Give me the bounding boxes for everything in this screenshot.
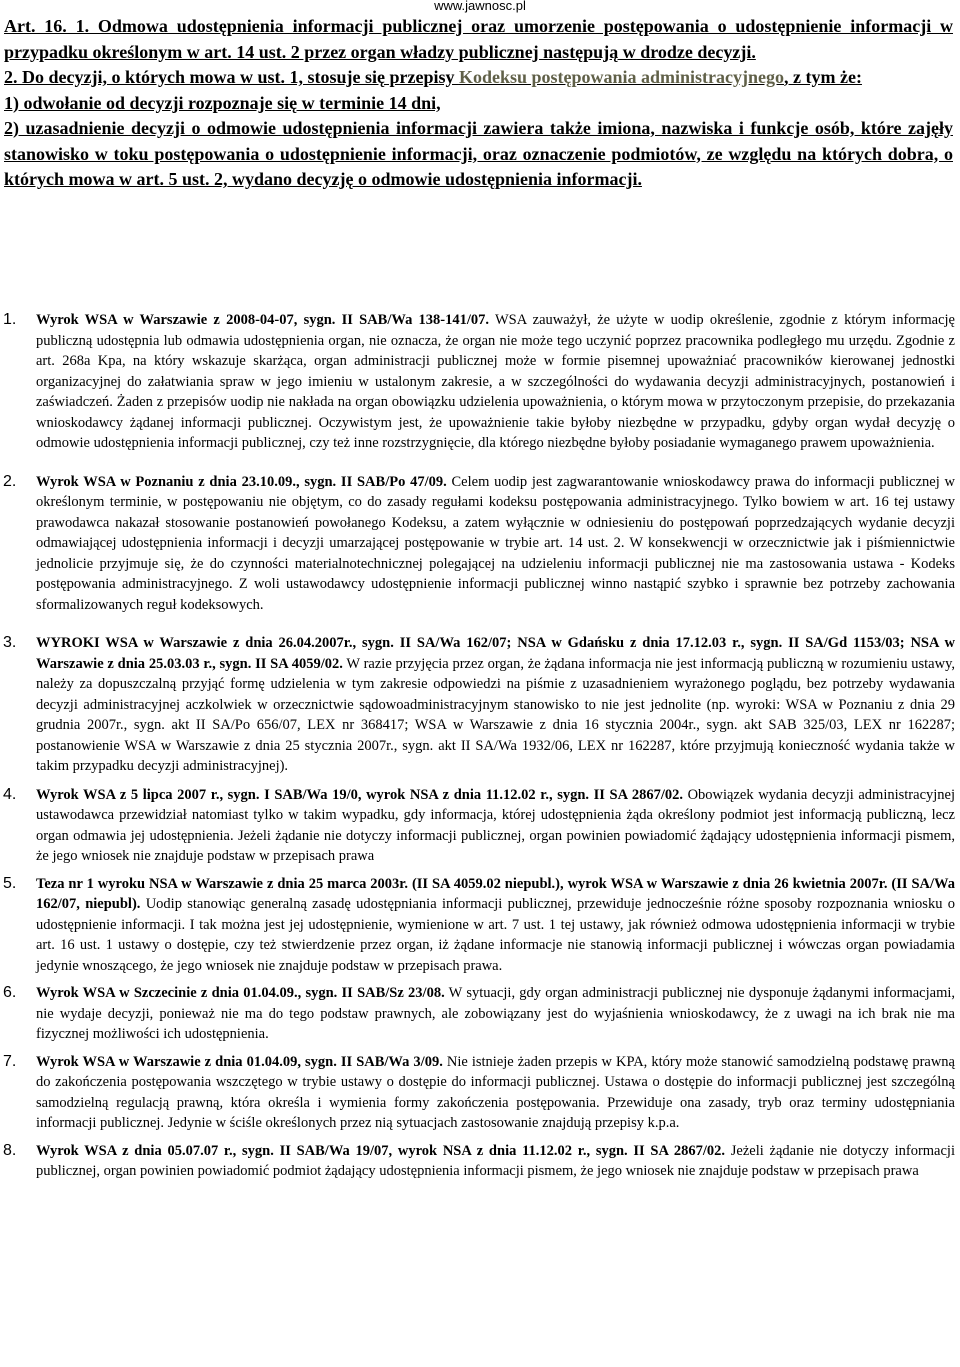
ruling-body: Uodip stanowiąc generalną zasadę udostępniania informacji publicznej, przewiduje jednocześnie różne sposoby rozpoznania wniosku o udostępnienie informacji. I tak można jest jej udostępnienie, wymienione w art. 7 ust. 1 tej ustawy, jak również odmowa udostępnienia informacji w trybie art. 16 ust. 1 ustawy o dostępie, czy też stwierdzenie przez organ, iż żądane informacje nie stanowią informacji publicznej i wówczas organ powiadamia jedynie wnoszącego, że jego wniosek nie znajduje podstaw w przepisach prawa. <box>36 896 955 974</box>
ruling-body: Nie istnieje żaden przepis w KPA, który może stanowić samodzielną podstawę prawną do zakończenia postępowania wszczętego w trybie ustawy o dostępie do informacji publicznej. Ustawa o dostępie do informacji publicznej jest szczególną samodzielną regulacją prawną, która określa i wymienia formy zakończenia postępowania. Przewiduje ona zasady, tryb oraz terminy udostępniania informacji publicznej. Jedynie w ściśle określonych przez nią sytuacjach zastosowanie znajdują przepisy k.p.a. <box>36 1053 955 1131</box>
ruling-number: 5. <box>3 874 17 892</box>
ruling-number: 8. <box>3 1141 17 1159</box>
ruling-heading: Wyrok WSA w Warszawie z dnia 01.04.09, sygn. II SAB/Wa 3/09. <box>36 1053 443 1070</box>
ruling-item-5 <box>3 874 955 977</box>
ruling-body: Jeżeli żądanie nie dotyczy informacji publicznej, organ powinien powiadomić podmiot żądający udostępnienia informacji pismem, że jego wniosek nie znajduje podstaw w przepisach prawa <box>36 1142 955 1179</box>
article-point-1: 1) odwołanie od decyzji rozpoznaje się w terminie 14 dni, <box>4 92 441 113</box>
ruling-number: 7. <box>3 1052 17 1070</box>
ruling-body: Celem uodip jest zagwarantowanie wnioskodawcy prawa do informacji publicznej w określonym terminie, w postępowaniu nie objętym, co do zasady regułami kodeksu postępowania administracyjnego. Tylko bowiem w art. 16 tej ustawy prawodawca nakazał stosowanie postanowień powołanego Kodeksu, a zatem wyłącznie w odniesieniu do postępowań poprzedzających wydanie decyzji odmawiającej udostępnienia informacji i decyzji umarzającej postępowanie w trybie art. 14 ust. 2. W konsekwencji w orzecznictwie jak i piśmiennictwie jednolicie przyjmuje się, że do czynności materialnotechnicznej polegającej na udzieleniu informacji publicznej nie ma zastosowania ustawa - Kodeks postępowania administracyjnego. Z woli ustawodawcy udostępnienie informacji publicznej winno nastąpić szybko i sprawnie bez potrzeby zachowania sformalizowanych reguł kodeksowych. <box>36 473 955 613</box>
article-16 <box>4 14 953 193</box>
ruling-number: 6. <box>3 984 17 1001</box>
ruling-item-8 <box>3 1141 955 1182</box>
ruling-number: 3. <box>3 634 17 651</box>
ruling-heading: Wyrok WSA w Warszawie z 2008-04-07, sygn. II SAB/Wa 138-141/07. <box>36 312 490 328</box>
ruling-body: Obowiązek wydania decyzji administracyjnej ustawodawca przewidział natomiast tylko w takim wypadku, gdy informacja, której udostępnienia żąda określony podmiot jest informacją publiczną, lecz organ odmawia jej udostępnienia. Jeżeli żądanie nie dotyczy informacji publicznej, organ powinien powiadomić żądający udostępnienia informacji pismem, że jego wniosek nie znajduje podstaw w przepisach prawa <box>36 786 955 864</box>
ruling-item-7 <box>3 1052 955 1134</box>
article-paragraph-2-suffix: , z tym że: <box>784 67 862 87</box>
article-paragraph-1: Art. 16. 1. Odmowa udostępnienia informacji publicznej oraz umorzenie postępowania o udostępnienie informacji w przypadku określonym w art. 14 ust. 2 przez organ władzy publicznej następują w drodze decyzji. <box>4 16 953 62</box>
ruling-item-2 <box>3 472 955 616</box>
ruling-item-1 <box>3 310 955 454</box>
site-header[interactable]: www.jawnosc.pl <box>434 0 526 13</box>
ruling-body: WSA zauważył, że użyte w uodip określenie, zgodnie z którym informację publiczną udostępnia lub odmawia udostępnienia organ, nie oznacza, że organ nie może tego uczynić poprzez pracownika podległego mu urzędu. Zgodnie z art. 268a Kpa, na który wskazuje skarżąca, organ administracji publicznej może w formie pisemnej upoważniać pracowników kierowanej jednostki organizacyjnej do załatwiania spraw w jego imieniu w ustalonym zakresie, a w szczególności do wydawania decyzji administracyjnych, postanowień i zaświadczeń. Żaden z przepisów uodip nie nakłada na organ obowiązku udzielenia upoważnienia, o którym mowa w przytoczonym przepisie, do przekazania wnioskodawcy żądanej informacji publicznej. Oczywistym jest, że upoważnienie takie byłoby niezbędne w przypadku, gdyby organ wydał decyzję o odmowie udostępnienia informacji publicznej, czy też inne rozstrzygnięcie, dla którego niezbędne byłoby posiadanie wymaganego prawem upoważnienia. <box>36 312 955 451</box>
ruling-heading: Wyrok WSA w Poznaniu z dnia 23.10.09., sygn. II SAB/Po 47/09. <box>36 473 447 490</box>
ruling-heading: Wyrok WSA w Szczecinie z dnia 01.04.09., sygn. II SAB/Sz 23/08. <box>36 985 445 1001</box>
kpa-link[interactable]: Kodeksu postępowania administracyjnego <box>458 67 785 87</box>
ruling-heading: Wyrok WSA z dnia 05.07.07 r., sygn. II SAB/Wa 19/07, wyrok NSA z dnia 11.12.02 r., sygn. II SA 2867/02. <box>36 1142 726 1159</box>
article-paragraph-2 <box>4 65 953 91</box>
ruling-number: 4. <box>3 785 17 803</box>
article-point-2: 2) uzasadnienie decyzji o odmowie udostępnienia informacji zawiera także imiona, nazwiska i funkcje osób, które zajęły stanowisko w toku postępowania o udostępnienie informacji, oraz oznaczenie podmiotów, ze względu na których dobra, o których mowa w art. 5 ust. 2, wydano decyzję o odmowie udostępnienia informacji. <box>4 118 953 189</box>
ruling-body: W sytuacji, gdy organ administracji publicznej nie dysponuje żądanymi informacjami, nie wydaje decyzji, ponieważ nie ma do tego podstaw prawnych, ale zobowiązany jest do wyjaśnienia wnioskodawcy, że z uwagi na ich brak nie ma fizycznej możliwości ich udostępnienia. <box>36 985 956 1042</box>
rulings-list <box>3 310 955 1182</box>
article-paragraph-2-prefix: 2. Do decyzji, o których mowa w ust. 1, stosuje się przepisy <box>4 67 459 87</box>
ruling-number: 2. <box>3 472 17 490</box>
ruling-item-3 <box>3 633 955 777</box>
ruling-item-4 <box>3 785 955 867</box>
ruling-heading: Wyrok WSA z 5 lipca 2007 r., sygn. I SAB/Wa 19/0, wyrok NSA z dnia 11.12.02 r., sygn. II SA 2867/02. <box>36 786 683 803</box>
ruling-heading: WYROKI WSA w Warszawie z dnia 26.04.2007r., sygn. II SA/Wa 162/07; NSA w Gdańsku z dnia 17.12.03 r., sygn. II SA/Gd 1153/03; NSA w Warszawie z dnia 25.03.03 r., sygn. II SA 4059/02. <box>36 635 955 672</box>
ruling-item-6 <box>3 983 955 1045</box>
ruling-number: 1. <box>3 311 17 328</box>
ruling-body: W razie przyjęcia przez organ, że żądana informacja nie jest informacją publiczną w rozumieniu ustawy, należy za dopuszczalną przyjąć formę udzielenia w tym zakresie odpowiedzi na piśmie z uzasadnieniem wyrażonego poglądu, bez potrzeby wydawania decyzji administracyjnej aczkolwiek w orzecznictwie sądowoadministracyjnym stanowisko to nie jest jednolite (np. wyroki: WSA w Poznaniu z dnia 29 grudnia 2007r., sygn. akt II SA/Po 656/07, LEX nr 368417; WSA w Warszawie z dnia 16 stycznia 2004r., sygn. akt SAB 325/03, LEX nr 162287; postanowienie WSA w Warszawie z dnia 25 stycznia 2007r., sygn. akt II SA/Wa 1932/06, LEX nr 162287, które przyjmują konieczność wydania także w takim przypadku decyzji administracyjnej). <box>36 655 955 774</box>
ruling-heading: Teza nr 1 wyroku NSA w Warszawie z dnia 25 marca 2003r. (II SA 4059.02 niepubl.), wyrok WSA w Warszawie z dnia 26 kwietnia 2007r. (II SA/Wa 162/07, niepubl). <box>36 875 955 912</box>
